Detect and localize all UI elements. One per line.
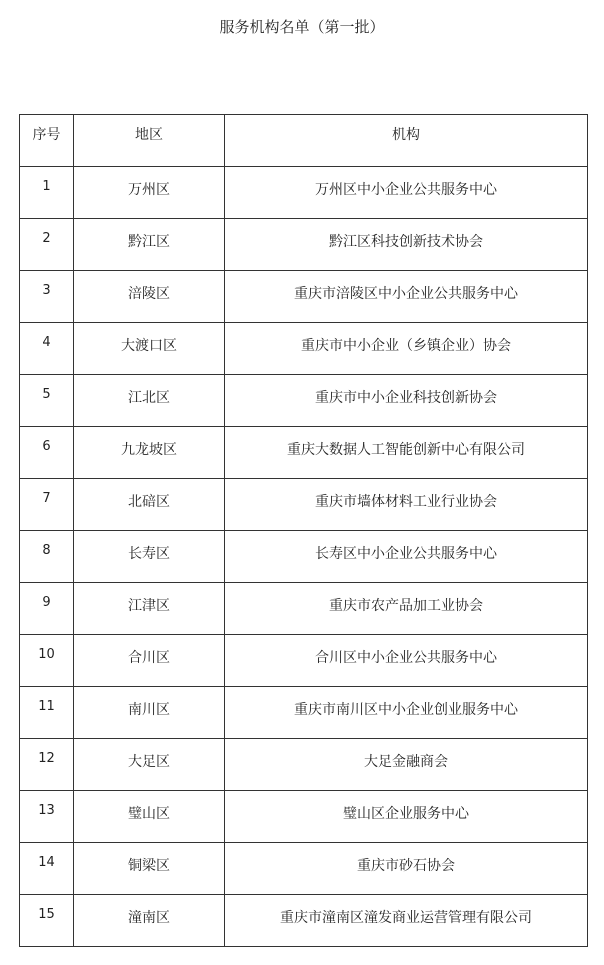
- cell-org: 重庆市墙体材料工业行业协会: [225, 479, 588, 531]
- cell-region: 江津区: [74, 583, 225, 635]
- table-row: [20, 271, 588, 323]
- institution-table: [19, 114, 588, 947]
- cell-org: 重庆市潼南区潼发商业运营管理有限公司: [225, 895, 588, 947]
- cell-region: 黔江区: [74, 219, 225, 271]
- cell-org: 重庆市南川区中小企业创业服务中心: [225, 687, 588, 739]
- cell-seq: 14: [20, 843, 74, 895]
- table-row: [20, 167, 588, 219]
- cell-region: 万州区: [74, 167, 225, 219]
- cell-org: 合川区中小企业公共服务中心: [225, 635, 588, 687]
- cell-org: 重庆大数据人工智能创新中心有限公司: [225, 427, 588, 479]
- cell-seq: 11: [20, 687, 74, 739]
- cell-region: 江北区: [74, 375, 225, 427]
- cell-org: 大足金融商会: [225, 739, 588, 791]
- cell-region: 九龙坡区: [74, 427, 225, 479]
- cell-org: 重庆市中小企业（乡镇企业）协会: [225, 323, 588, 375]
- table-row: [20, 895, 588, 947]
- table-row: [20, 791, 588, 843]
- header-region: 地区: [74, 115, 225, 167]
- cell-region: 合川区: [74, 635, 225, 687]
- cell-org: 璧山区企业服务中心: [225, 791, 588, 843]
- cell-org: 重庆市砂石协会: [225, 843, 588, 895]
- cell-region: 璧山区: [74, 791, 225, 843]
- cell-org: 重庆市涪陵区中小企业公共服务中心: [225, 271, 588, 323]
- cell-region: 北碚区: [74, 479, 225, 531]
- cell-org: 重庆市农产品加工业协会: [225, 583, 588, 635]
- header-seq: 序号: [20, 115, 74, 167]
- table-row: [20, 843, 588, 895]
- table-row: [20, 427, 588, 479]
- table-row: [20, 375, 588, 427]
- page-title: 服务机构名单（第一批）: [219, 18, 385, 36]
- cell-seq: 2: [20, 219, 74, 271]
- header-org: 机构: [225, 115, 588, 167]
- cell-region: 长寿区: [74, 531, 225, 583]
- table-row: [20, 635, 588, 687]
- cell-region: 铜梁区: [74, 843, 225, 895]
- table-row: [20, 583, 588, 635]
- cell-seq: 4: [20, 323, 74, 375]
- cell-seq: 1: [20, 167, 74, 219]
- cell-seq: 9: [20, 583, 74, 635]
- cell-region: 南川区: [74, 687, 225, 739]
- table-row: [20, 219, 588, 271]
- cell-org: 长寿区中小企业公共服务中心: [225, 531, 588, 583]
- cell-region: 潼南区: [74, 895, 225, 947]
- cell-org: 黔江区科技创新技术协会: [225, 219, 588, 271]
- table-row: [20, 687, 588, 739]
- table-header-row: [20, 115, 588, 167]
- cell-region: 涪陵区: [74, 271, 225, 323]
- table-row: [20, 531, 588, 583]
- cell-seq: 13: [20, 791, 74, 843]
- cell-seq: 7: [20, 479, 74, 531]
- cell-seq: 6: [20, 427, 74, 479]
- cell-seq: 3: [20, 271, 74, 323]
- table-row: [20, 323, 588, 375]
- cell-org: 万州区中小企业公共服务中心: [225, 167, 588, 219]
- cell-seq: 15: [20, 895, 74, 947]
- cell-org: 重庆市中小企业科技创新协会: [225, 375, 588, 427]
- table-row: [20, 479, 588, 531]
- cell-seq: 5: [20, 375, 74, 427]
- cell-seq: 8: [20, 531, 74, 583]
- cell-region: 大足区: [74, 739, 225, 791]
- cell-region: 大渡口区: [74, 323, 225, 375]
- cell-seq: 12: [20, 739, 74, 791]
- cell-seq: 10: [20, 635, 74, 687]
- table-row: [20, 739, 588, 791]
